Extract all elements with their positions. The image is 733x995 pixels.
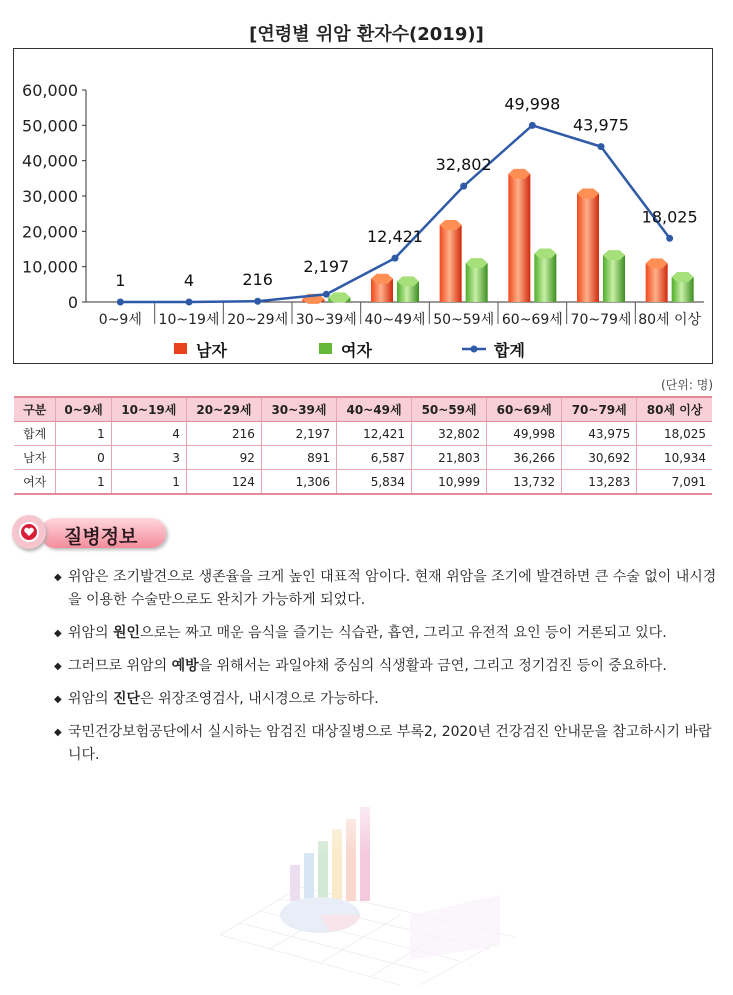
table-row	[14, 470, 712, 495]
legend-label: 합계	[494, 341, 525, 360]
table-row	[14, 422, 712, 446]
bullet-text: 위암의	[68, 691, 114, 707]
table-cell: 0	[56, 446, 112, 470]
x-category-label: 40~49세	[364, 312, 426, 328]
bar-male	[440, 220, 462, 302]
info-bullet	[54, 688, 724, 711]
legend-male-swatch	[174, 343, 187, 354]
line-point	[186, 298, 193, 305]
bar-male	[646, 258, 668, 302]
table-header-row	[14, 397, 712, 422]
table-cell: 6,587	[337, 446, 412, 470]
table-cell: 124	[186, 470, 261, 495]
table-cell: 43,975	[562, 422, 637, 446]
bar-male	[508, 169, 530, 302]
y-tick-label: 60,000	[22, 81, 78, 100]
x-category-label: 80세 이상	[638, 312, 702, 328]
bullet-text: 은 위장조영검사, 내시경으로 가능하다.	[140, 691, 379, 707]
bar-female	[672, 272, 694, 302]
y-tick-label: 10,000	[22, 257, 78, 277]
chart-panel	[13, 48, 713, 364]
table-header: 70~79세	[562, 397, 637, 422]
bullet-text: 위암은 조기발견으로 생존율을 크게 높인 대표적 암이다. 현재 위암을 조기에 발견하면 큰 수술 없이 내시경을 이용한 수술만으로도 완치가 가능하게 되었다.	[68, 569, 717, 608]
table-cell: 10,934	[637, 446, 712, 470]
table-cell: 여자	[14, 470, 56, 495]
y-tick-label: 0	[67, 293, 78, 312]
table-cell: 3	[111, 446, 186, 470]
diamond-bullet-icon: ◆	[54, 694, 62, 705]
bar-female	[603, 250, 625, 302]
table-cell: 32,802	[412, 422, 487, 446]
patient-count-table	[14, 396, 712, 495]
x-category-label: 20~29세	[227, 312, 289, 328]
bullet-text: 을 위해서는 과일야채 중심의 식생활과 금연, 그리고 정기검진 등이 중요하다.	[198, 658, 667, 674]
table-header: 구분	[14, 397, 56, 422]
table-header: 80세 이상	[637, 397, 712, 422]
table-cell: 92	[186, 446, 261, 470]
table-header: 0~9세	[56, 397, 112, 422]
table-cell: 30,692	[562, 446, 637, 470]
line-data-label: 216	[242, 270, 273, 290]
legend-label: 여자	[341, 341, 372, 360]
info-bullet	[54, 622, 724, 645]
line-data-label: 32,802	[435, 155, 492, 175]
bar-female	[534, 248, 556, 302]
bullet-text: 으로는 짜고 매운 음식을 즐기는 식습관, 흡연, 그리고 유전적 요인 등이 거론되고 있다.	[140, 625, 667, 641]
table-cell: 10,999	[412, 470, 487, 495]
bar-female	[397, 276, 419, 302]
bullet-keyword: 원인	[113, 625, 141, 641]
table-cell: 13,732	[487, 470, 562, 495]
line-point	[666, 235, 673, 242]
line-point	[117, 298, 124, 305]
table-cell: 1	[111, 470, 186, 495]
table-cell: 합계	[14, 422, 56, 446]
table-cell: 남자	[14, 446, 56, 470]
table-cell: 18,025	[637, 422, 712, 446]
diamond-bullet-icon: ◆	[54, 727, 62, 738]
table-header: 30~39세	[261, 397, 336, 422]
bar-female	[466, 258, 488, 302]
info-bullet	[54, 721, 724, 767]
line-point	[460, 183, 467, 190]
line-data-label: 18,025	[641, 207, 698, 227]
table-row	[14, 446, 712, 470]
line-point	[392, 255, 399, 262]
line-point	[529, 122, 536, 129]
table-cell: 4	[111, 422, 186, 446]
diamond-bullet-icon: ◆	[54, 628, 62, 639]
table-cell: 891	[261, 446, 336, 470]
disease-info-list	[54, 566, 724, 777]
table-header: 20~29세	[186, 397, 261, 422]
table-cell: 49,998	[487, 422, 562, 446]
table-cell: 7,091	[637, 470, 712, 495]
table-cell: 5,834	[337, 470, 412, 495]
table-header: 50~59세	[412, 397, 487, 422]
table-cell: 2,197	[261, 422, 336, 446]
bullet-text: 그러므로 위암의	[68, 658, 172, 674]
line-data-label: 43,975	[573, 115, 629, 135]
x-category-label: 0~9세	[98, 312, 142, 328]
heart-icon	[19, 522, 39, 542]
line-point	[254, 298, 261, 305]
diamond-bullet-icon: ◆	[54, 572, 62, 583]
table-cell: 1	[56, 470, 112, 495]
line-data-label: 49,998	[504, 94, 561, 114]
table-header: 60~69세	[487, 397, 562, 422]
x-category-label: 70~79세	[570, 312, 632, 328]
table-cell: 21,803	[412, 446, 487, 470]
x-category-label: 10~19세	[158, 312, 220, 328]
table-cell: 13,283	[562, 470, 637, 495]
line-data-label: 12,421	[367, 227, 423, 247]
y-tick-label: 30,000	[22, 187, 78, 206]
x-category-label: 60~69세	[501, 312, 563, 328]
section-title: 질병정보	[64, 526, 138, 548]
x-category-label: 30~39세	[295, 312, 357, 328]
bar-line-chart	[14, 49, 714, 365]
line-data-label: 4	[183, 270, 195, 290]
table-cell: 12,421	[337, 422, 412, 446]
table-cell: 36,266	[487, 446, 562, 470]
diamond-bullet-icon: ◆	[54, 661, 62, 672]
table-cell: 1	[56, 422, 112, 446]
bullet-text: 위암의	[68, 625, 114, 641]
bar-male	[371, 274, 393, 302]
line-data-label: 1	[115, 270, 126, 290]
legend-total-point	[471, 346, 478, 353]
x-category-label: 50~59세	[433, 312, 495, 328]
chart-title: [연령별 위암 환자수(2019)]	[249, 24, 484, 45]
unit-label: (단위: 명)	[661, 378, 713, 392]
info-bullet	[54, 655, 724, 678]
decorative-chart-image	[200, 795, 530, 990]
bullet-keyword: 예방	[171, 658, 199, 674]
legend-female-swatch	[319, 343, 332, 354]
line-point	[323, 291, 330, 298]
y-tick-label: 50,000	[22, 116, 78, 136]
table-cell: 1,306	[261, 470, 336, 495]
bar-male	[577, 189, 599, 302]
section-header	[12, 515, 162, 551]
bullet-keyword: 진단	[113, 691, 141, 707]
bar-female	[328, 292, 350, 302]
heart-badge-icon	[12, 515, 46, 549]
bullet-text: 국민건강보험공단에서 실시하는 암검진 대상질병으로 부록2, 2020년 건강검진 안내문을 참고하시기 바랍니다.	[68, 724, 712, 763]
table-header: 10~19세	[111, 397, 186, 422]
y-tick-label: 20,000	[22, 222, 78, 242]
table-header: 40~49세	[337, 397, 412, 422]
info-bullet	[54, 566, 724, 612]
y-tick-label: 40,000	[22, 151, 78, 171]
legend-label: 남자	[196, 341, 227, 360]
line-data-label: 2,197	[303, 257, 350, 277]
line-point	[598, 143, 605, 150]
table-cell: 216	[186, 422, 261, 446]
